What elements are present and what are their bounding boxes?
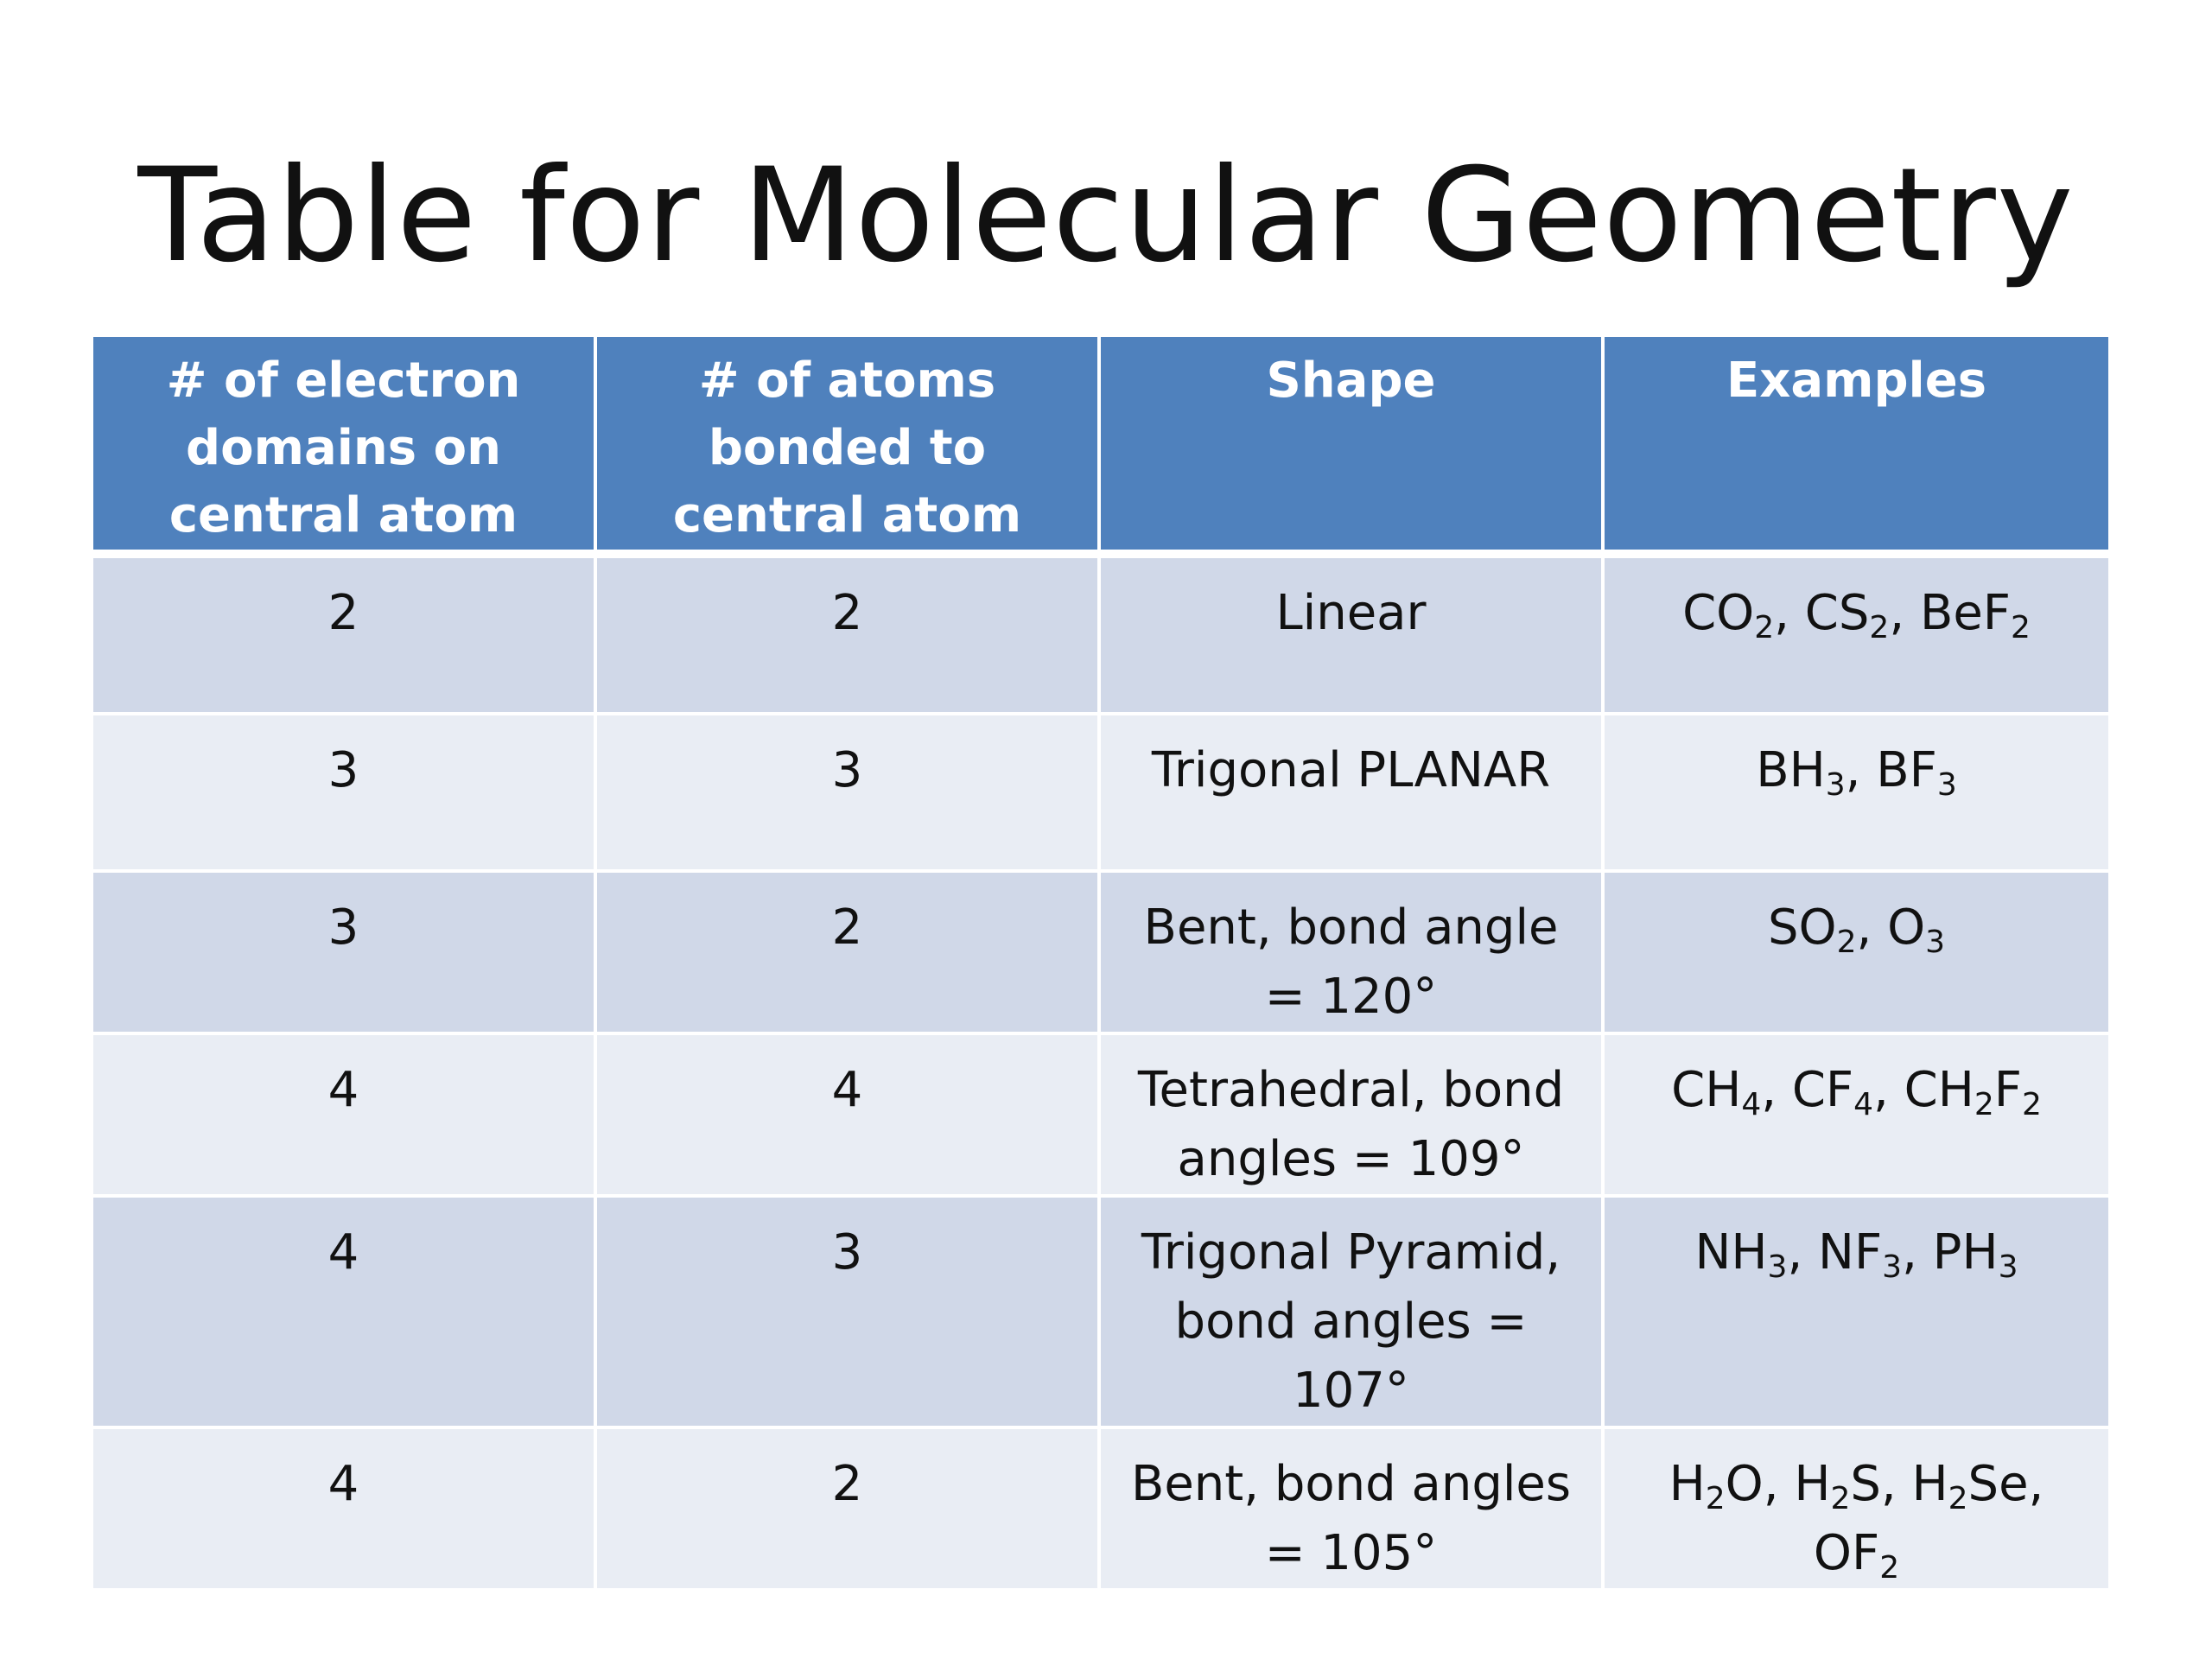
cell-atoms-bonded: 2 bbox=[597, 1429, 1101, 1588]
table-row bbox=[93, 558, 2108, 715]
formula-part: BeF$_2$ bbox=[1919, 585, 2031, 645]
table-row bbox=[93, 1035, 2108, 1198]
cell-electron-domains: 3 bbox=[93, 873, 597, 1035]
formula-part: $NF_3$, bbox=[1818, 1224, 1933, 1285]
cell-examples bbox=[1605, 1035, 2108, 1198]
cell-examples bbox=[1605, 558, 2108, 715]
cell-shape: Bent, bond angle = 120° bbox=[1101, 873, 1605, 1035]
formula-part: $SO_2$, bbox=[1767, 899, 1888, 960]
page-title: Table for Molecular Geometry bbox=[137, 141, 2075, 291]
cell-atoms-bonded: 3 bbox=[597, 715, 1101, 873]
formula-part: S, $H_2$ bbox=[1850, 1456, 1968, 1516]
formula-part: $BF_3$ bbox=[1876, 742, 1957, 803]
cell-examples bbox=[1605, 715, 2108, 873]
cell-electron-domains: 4 bbox=[93, 1429, 597, 1588]
cell-electron-domains: 3 bbox=[93, 715, 597, 873]
cell-shape: Tetrahedral, bond angles = 109° bbox=[1101, 1035, 1605, 1198]
formula-part: $F_2$ bbox=[1993, 1062, 2042, 1122]
formula-part: $O_3$ bbox=[1887, 899, 1946, 960]
formula-part: $CO_2$, bbox=[1682, 585, 1805, 645]
table-row bbox=[93, 715, 2108, 873]
cell-electron-domains: 4 bbox=[93, 1198, 597, 1429]
cell-atoms-bonded: 4 bbox=[597, 1035, 1101, 1198]
formula-part: $CF_4$, bbox=[1791, 1062, 1904, 1122]
cell-shape: Linear bbox=[1101, 558, 1605, 715]
header-electron-domains: # of electron domains on central atom bbox=[93, 337, 597, 558]
cell-examples bbox=[1605, 1198, 2108, 1429]
table-row bbox=[93, 1429, 2108, 1588]
formula-part: $BH_3$, bbox=[1756, 742, 1877, 803]
cell-atoms-bonded: 2 bbox=[597, 558, 1101, 715]
cell-shape: Trigonal PLANAR bbox=[1101, 715, 1605, 873]
formula-part: $CH_2$ bbox=[1904, 1062, 1994, 1122]
formula-part: Se, $OF_2$ bbox=[1813, 1456, 2044, 1586]
formula-part: $CS_2$, bbox=[1804, 585, 1920, 645]
header-shape: Shape bbox=[1101, 337, 1605, 558]
formula-part: $H_2$ bbox=[1669, 1456, 1726, 1516]
cell-shape: Bent, bond angles = 105° bbox=[1101, 1429, 1605, 1588]
header-examples: Examples bbox=[1605, 337, 2108, 558]
formula-part: $CH_4$, bbox=[1671, 1062, 1792, 1122]
header-atoms-bonded: # of atoms bonded to central atom bbox=[597, 337, 1101, 558]
cell-electron-domains: 2 bbox=[93, 558, 597, 715]
table-row bbox=[93, 1198, 2108, 1429]
cell-shape: Trigonal Pyramid, bond angles = 107° bbox=[1101, 1198, 1605, 1429]
formula-part: O, $H_2$ bbox=[1725, 1456, 1851, 1516]
table-header-row bbox=[93, 337, 2108, 558]
cell-examples bbox=[1605, 1429, 2108, 1588]
formula-part: $NH_3$, bbox=[1694, 1224, 1819, 1285]
cell-atoms-bonded: 3 bbox=[597, 1198, 1101, 1429]
table-row bbox=[93, 873, 2108, 1035]
cell-electron-domains: 4 bbox=[93, 1035, 597, 1198]
cell-atoms-bonded: 2 bbox=[597, 873, 1101, 1035]
formula-part: $PH_3$ bbox=[1932, 1224, 2018, 1285]
cell-examples bbox=[1605, 873, 2108, 1035]
molecular-geometry-table bbox=[93, 337, 2108, 1588]
